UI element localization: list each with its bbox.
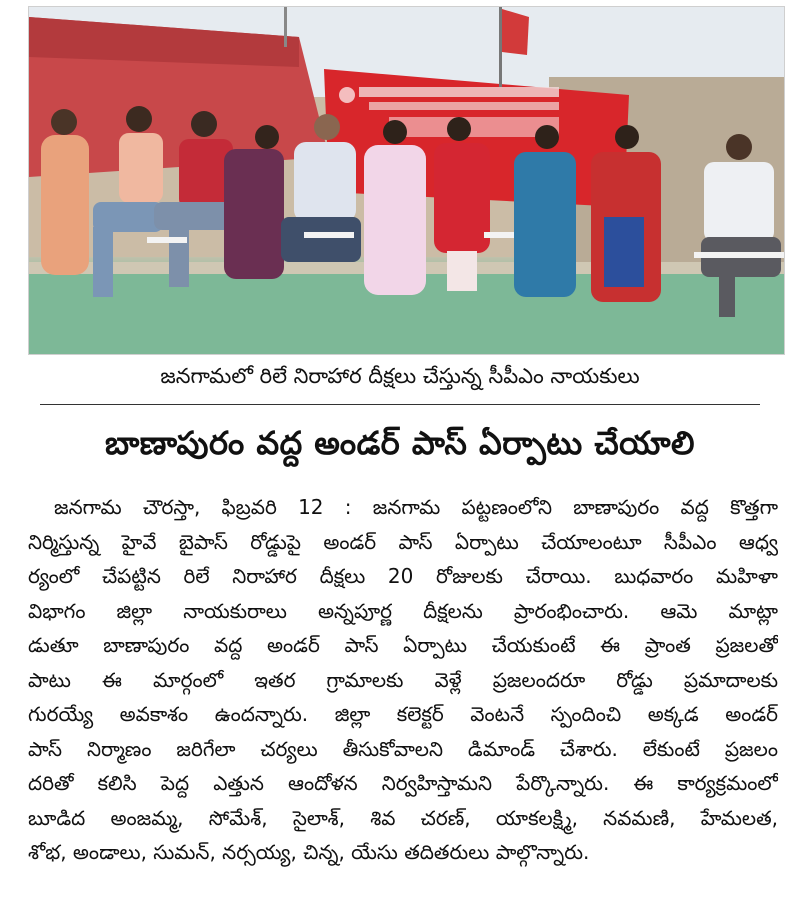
body-line: పాస్ నిర్మాణం జరిగేలా చర్యలు తీసుకోవాలని డిమాండ్ చేశారు. లేకుంటే ప్రజలం <box>28 736 778 761</box>
protest-photo-illustration <box>29 7 784 354</box>
photo-caption: జనగామలో రిలే నిరాహార దీక్షలు చేస్తున్న సీపీఎం నాయకులు <box>160 364 640 388</box>
body-line: శోభ, అండాలు, సుమన్, నర్సయ్య, చిన్న, యేసు తదితరులు పాల్గొన్నారు. <box>28 840 590 864</box>
body-line: నిర్మిస్తున్న హైవే బైపాస్ రోడ్డుపై అండర్ పాస్ ఏర్పాటు చేయాలంటూ సీపీఎం ఆధ్వ <box>28 529 778 554</box>
body-line: డుతూ బాణాపురం వద్ద అండర్ పాస్ ఏర్పాటు చేయకుంటే ఈ ప్రాంత ప్రజలతో <box>28 633 778 657</box>
news-photo <box>28 6 785 355</box>
body-line: జనగామ చౌరస్తా, ఫిబ్రవరి 12 : జనగామ పట్టణంలోని బాణాపురం వద్ద కొత్తగా <box>54 495 778 519</box>
body-line: ర్యంలో చేపట్టిన రిలే నిరాహార దీక్షలు 20 రోజులకు చేరాయి. బుధవారం మహిళా <box>28 564 778 588</box>
body-line: పాటు ఈ మార్గంలో ఇతర గ్రామాలకు వెళ్లే ప్రజలందరూ రోడ్డు ప్రమాదాలకు <box>28 667 778 692</box>
body-line: గురయ్యే అవకాశం ఉందన్నారు. జిల్లా కలెక్టర్ వెంటనే స్పందించి అక్కడ అండర్ <box>28 702 778 726</box>
article-headline: బాణాపురం వద్ద అండర్ పాస్ ఏర్పాటు చేయాలి <box>104 424 696 462</box>
caption-divider <box>40 404 760 405</box>
body-line: బూడిద అంజమ్మ, సోమేశ్, సైలాశ్, శివ చరణ్, యాకలక్ష్మి, నవమణి, హేమలత, <box>28 805 778 830</box>
article-body <box>28 490 778 870</box>
body-line: విభాగం జిల్లా నాయకురాలు అన్నపూర్ణ దీక్షలను ప్రారంభించారు. ఆమె మాట్లా <box>28 598 778 623</box>
body-line: దరితో కలిసి పెద్ద ఎత్తున ఆందోళన నిర్వహిస్తామని పేర్కొన్నారు. ఈ కార్యక్రమంలో <box>28 771 778 795</box>
